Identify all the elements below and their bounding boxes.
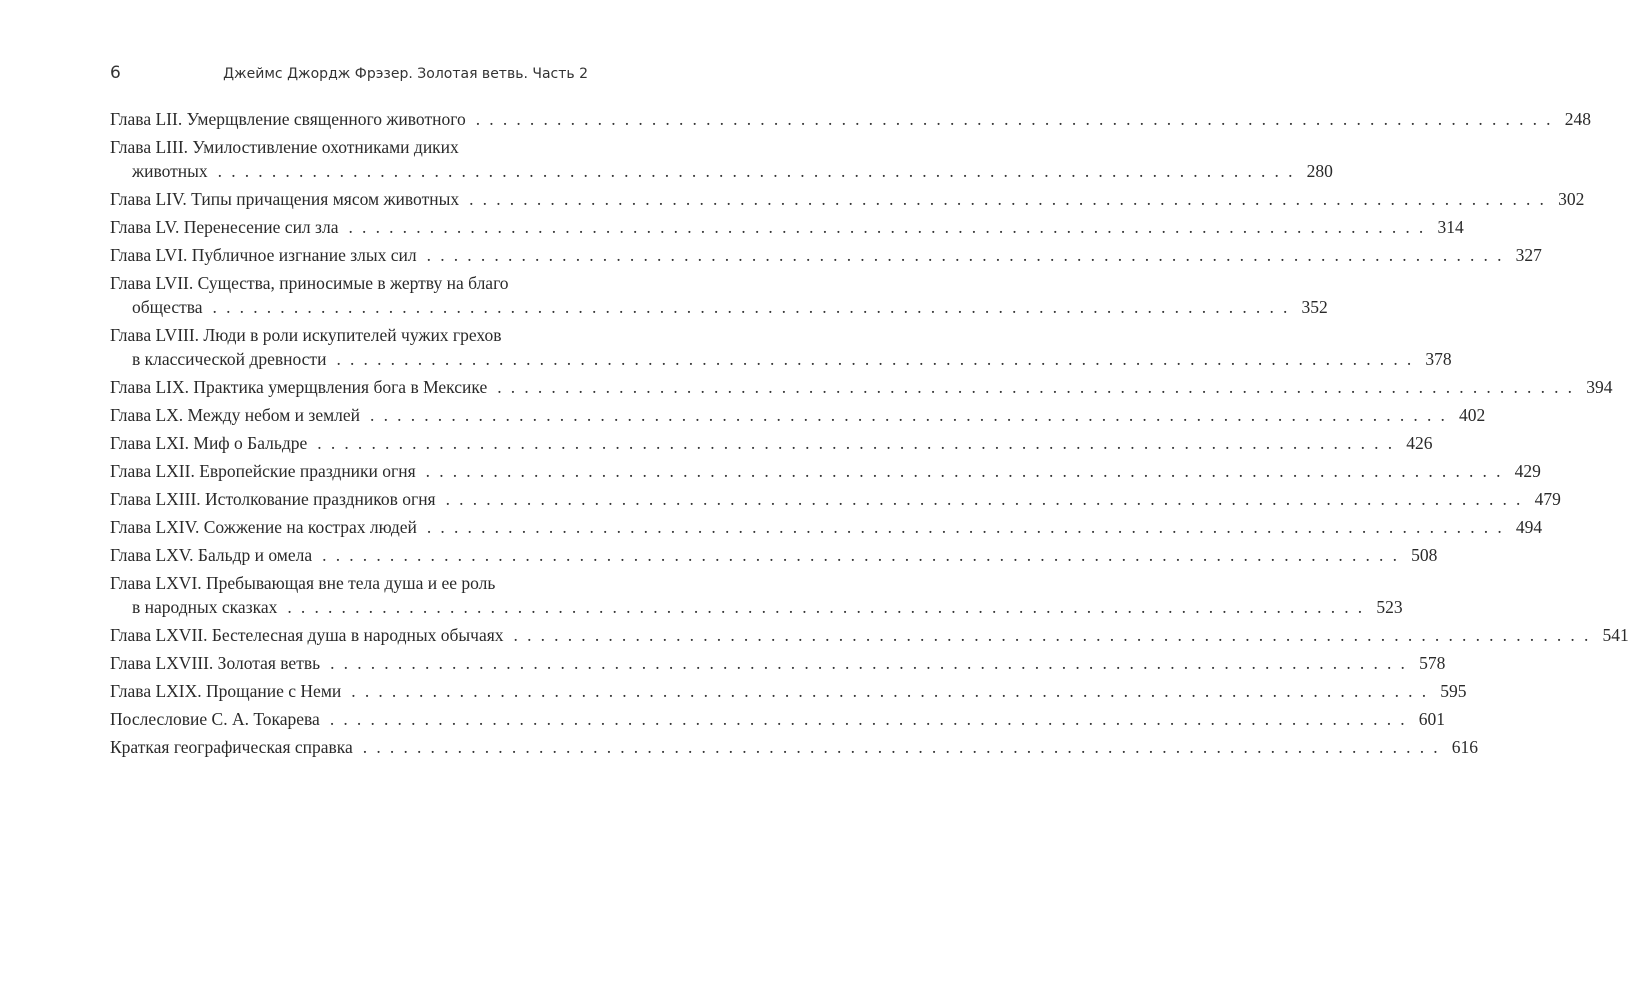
toc-entry bbox=[110, 543, 1438, 567]
table-of-contents bbox=[110, 107, 1629, 763]
toc-entry-title: Глава LXV. Бальдр и омела bbox=[110, 545, 313, 565]
toc-entry bbox=[110, 487, 1561, 511]
toc-entry-line bbox=[110, 323, 588, 347]
toc-page-number: 523 bbox=[1376, 597, 1403, 617]
toc-entry-line bbox=[110, 595, 1403, 619]
toc-page-number: 494 bbox=[1515, 517, 1543, 537]
toc-entry-line bbox=[110, 707, 1446, 731]
toc-entry-line bbox=[110, 271, 588, 295]
toc-entry bbox=[110, 707, 1446, 731]
toc-page-number: 601 bbox=[1418, 709, 1446, 729]
toc-entry-title: Глава LXIII. Истолкование праздников огня bbox=[110, 489, 436, 509]
toc-entry-title: Глава LXVI. Пребывающая вне тела душа и ее роль bbox=[110, 573, 496, 593]
toc-entry-line bbox=[110, 571, 588, 595]
toc-entry-line bbox=[110, 623, 1629, 647]
toc-entry-line bbox=[110, 347, 1452, 371]
toc-entry-line bbox=[110, 679, 1467, 703]
toc-entry-title: Глава LXVII. Бестелесная душа в народных обычаях bbox=[110, 625, 504, 645]
toc-entry-line bbox=[110, 243, 1542, 267]
page-number: 6 bbox=[110, 63, 121, 83]
toc-entry-title: Глава LII. Умерщвление священного животного bbox=[110, 109, 466, 129]
dot-leader: . . . . . . . . . . . . . . . . . . . . . . . . . . . . . . . . . . . . . . . . . . . . . . . . . . . . . . . . . . . . . . . . . . . . . . . . . . . . . . . . bbox=[445, 489, 1523, 509]
toc-entry bbox=[110, 375, 1613, 399]
toc-entry bbox=[110, 215, 1464, 239]
toc-entry-title: в классической древности bbox=[132, 349, 327, 369]
toc-entry bbox=[110, 571, 1403, 619]
toc-entry bbox=[110, 271, 1328, 319]
toc-entry bbox=[110, 323, 1452, 371]
toc-page-number: 327 bbox=[1515, 245, 1542, 265]
toc-entry-line bbox=[110, 159, 1333, 183]
toc-entry-title: Глава LVII. Существа, приносимые в жертву на благо bbox=[110, 273, 509, 293]
toc-entry-line bbox=[110, 135, 588, 159]
toc-entry bbox=[110, 735, 1479, 759]
dot-leader: . . . . . . . . . . . . . . . . . . . . . . . . . . . . . . . . . . . . . . . . . . . . . . . . . . . . . . . . . . . . . . . . . . . . . . . . . . . . . . . . bbox=[426, 517, 1505, 537]
dot-leader: . . . . . . . . . . . . . . . . . . . . . . . . . . . . . . . . . . . . . . . . . . . . . . . . . . . . . . . . . . . . . . . . . . . . . . . . . . . . . . . . bbox=[426, 245, 1504, 265]
toc-entry-title: Глава LIV. Типы причащения мясом животных bbox=[110, 189, 460, 209]
toc-entry bbox=[110, 187, 1585, 211]
toc-entry bbox=[110, 459, 1541, 483]
dot-leader: . . . . . . . . . . . . . . . . . . . . . . . . . . . . . . . . . . . . . . . . . . . . . . . . . . . . . . . . . . . . . . . . . . . . . . . . . . . . . . . . bbox=[475, 109, 1553, 129]
toc-entry-title: Глава LXVIII. Золотая ветвь bbox=[110, 653, 321, 673]
toc-entry bbox=[110, 135, 1333, 183]
toc-page-number: 314 bbox=[1437, 217, 1464, 237]
dot-leader: . . . . . . . . . . . . . . . . . . . . . . . . . . . . . . . . . . . . . . . . . . . . . . . . . . . . . . . . . . . . . . . . . . . . . . . . . . . . . . . . bbox=[317, 433, 1395, 453]
dot-leader: . . . . . . . . . . . . . . . . . . . . . . . . . . . . . . . . . . . . . . . . . . . . . . . . . . . . . . . . . . . . . . . . . . . . . . . . . . . . . . . . bbox=[287, 597, 1365, 617]
toc-page-number: 302 bbox=[1558, 189, 1585, 209]
toc-entry bbox=[110, 403, 1486, 427]
dot-leader: . . . . . . . . . . . . . . . . . . . . . . . . . . . . . . . . . . . . . . . . . . . . . . . . . . . . . . . . . . . . . . . . . . . . . . . . . . . . . . . . bbox=[322, 545, 1400, 565]
dot-leader: . . . . . . . . . . . . . . . . . . . . . . . . . . . . . . . . . . . . . . . . . . . . . . . . . . . . . . . . . . . . . . . . . . . . . . . . . . . . . . . . bbox=[329, 709, 1408, 729]
toc-entry-title: Глава LIII. Умилостивление охотниками диких bbox=[110, 137, 459, 157]
toc-entry-title: Глава LXIX. Прощание с Неми bbox=[110, 681, 342, 701]
toc-page-number: 616 bbox=[1451, 737, 1479, 757]
toc-entry-line bbox=[110, 375, 1613, 399]
toc-entry-title: животных bbox=[132, 161, 208, 181]
toc-page-number: 595 bbox=[1440, 681, 1467, 701]
toc-entry-line bbox=[110, 459, 1541, 483]
toc-entry-line bbox=[110, 107, 1591, 131]
toc-page-number: 578 bbox=[1419, 653, 1446, 673]
toc-entry-title: Глава LXII. Европейские праздники огня bbox=[110, 461, 416, 481]
dot-leader: . . . . . . . . . . . . . . . . . . . . . . . . . . . . . . . . . . . . . . . . . . . . . . . . . . . . . . . . . . . . . . . . . . . . . . . . . . . . . . . . bbox=[370, 405, 1448, 425]
dot-leader: . . . . . . . . . . . . . . . . . . . . . . . . . . . . . . . . . . . . . . . . . . . . . . . . . . . . . . . . . . . . . . . . . . . . . . . . . . . . . . . . bbox=[351, 681, 1429, 701]
toc-page-number: 429 bbox=[1514, 461, 1541, 481]
toc-entry bbox=[110, 679, 1467, 703]
dot-leader: . . . . . . . . . . . . . . . . . . . . . . . . . . . . . . . . . . . . . . . . . . . . . . . . . . . . . . . . . . . . . . . . . . . . . . . . . . . . . . . . bbox=[513, 625, 1591, 645]
toc-entry bbox=[110, 515, 1543, 539]
toc-entry-line bbox=[110, 187, 1585, 211]
dot-leader: . . . . . . . . . . . . . . . . . . . . . . . . . . . . . . . . . . . . . . . . . . . . . . . . . . . . . . . . . . . . . . . . . . . . . . . . . . . . . . . . bbox=[217, 161, 1295, 181]
toc-entry-title: Глава LIX. Практика умерщвления бога в Мексике bbox=[110, 377, 488, 397]
toc-entry-title: общества bbox=[132, 297, 203, 317]
toc-entry bbox=[110, 107, 1591, 131]
toc-entry-title: Послесловие С. А. Токарева bbox=[110, 709, 320, 729]
toc-entry-title: Краткая географическая справка bbox=[110, 737, 353, 757]
toc-entry-line bbox=[110, 431, 1433, 455]
dot-leader: . . . . . . . . . . . . . . . . . . . . . . . . . . . . . . . . . . . . . . . . . . . . . . . . . . . . . . . . . . . . . . . . . . . . . . . . . . . . . . . . bbox=[212, 297, 1290, 317]
toc-entry-title: Глава LX. Между небом и землей bbox=[110, 405, 361, 425]
toc-entry bbox=[110, 243, 1542, 267]
toc-entry-line bbox=[110, 735, 1479, 759]
dot-leader: . . . . . . . . . . . . . . . . . . . . . . . . . . . . . . . . . . . . . . . . . . . . . . . . . . . . . . . . . . . . . . . . . . . . . . . . . . . . . . . . bbox=[362, 737, 1441, 757]
toc-entry-title: Глава LXIV. Сожжение на кострах людей bbox=[110, 517, 417, 537]
toc-page-number: 402 bbox=[1459, 405, 1486, 425]
running-header bbox=[110, 63, 588, 83]
toc-entry-title: Глава LVIII. Люди в роли искупителей чужих грехов bbox=[110, 325, 502, 345]
toc-page-number: 280 bbox=[1306, 161, 1333, 181]
toc-entry-line bbox=[110, 651, 1446, 675]
toc-page-number: 508 bbox=[1411, 545, 1438, 565]
toc-entry-line bbox=[110, 543, 1438, 567]
toc-entry-title: Глава LVI. Публичное изгнание злых сил bbox=[110, 245, 417, 265]
running-title: Джеймс Джордж Фрэзер. Золотая ветвь. Часть 2 bbox=[223, 66, 588, 82]
dot-leader: . . . . . . . . . . . . . . . . . . . . . . . . . . . . . . . . . . . . . . . . . . . . . . . . . . . . . . . . . . . . . . . . . . . . . . . . . . . . . . . . bbox=[497, 377, 1575, 397]
toc-page-number: 426 bbox=[1406, 433, 1433, 453]
toc-page-number: 352 bbox=[1301, 297, 1328, 317]
toc-entry-line bbox=[110, 295, 1328, 319]
toc-page-number: 248 bbox=[1564, 109, 1591, 129]
dot-leader: . . . . . . . . . . . . . . . . . . . . . . . . . . . . . . . . . . . . . . . . . . . . . . . . . . . . . . . . . . . . . . . . . . . . . . . . . . . . . . . . bbox=[425, 461, 1503, 481]
toc-entry-title: Глава LV. Перенесение сил зла bbox=[110, 217, 339, 237]
dot-leader: . . . . . . . . . . . . . . . . . . . . . . . . . . . . . . . . . . . . . . . . . . . . . . . . . . . . . . . . . . . . . . . . . . . . . . . . . . . . . . . . bbox=[469, 189, 1547, 209]
toc-entry bbox=[110, 431, 1433, 455]
dot-leader: . . . . . . . . . . . . . . . . . . . . . . . . . . . . . . . . . . . . . . . . . . . . . . . . . . . . . . . . . . . . . . . . . . . . . . . . . . . . . . . . bbox=[336, 349, 1414, 369]
toc-entry-line bbox=[110, 403, 1486, 427]
toc-entry bbox=[110, 651, 1446, 675]
toc-entry-line bbox=[110, 515, 1543, 539]
toc-page-number: 394 bbox=[1586, 377, 1613, 397]
toc-page-number: 378 bbox=[1425, 349, 1452, 369]
toc-entry-title: Глава LXI. Миф о Бальдре bbox=[110, 433, 308, 453]
dot-leader: . . . . . . . . . . . . . . . . . . . . . . . . . . . . . . . . . . . . . . . . . . . . . . . . . . . . . . . . . . . . . . . . . . . . . . . . . . . . . . . . bbox=[348, 217, 1426, 237]
dot-leader: . . . . . . . . . . . . . . . . . . . . . . . . . . . . . . . . . . . . . . . . . . . . . . . . . . . . . . . . . . . . . . . . . . . . . . . . . . . . . . . . bbox=[330, 653, 1408, 673]
toc-entry-line bbox=[110, 215, 1464, 239]
toc-entry bbox=[110, 623, 1629, 647]
toc-page-number: 479 bbox=[1534, 489, 1561, 509]
toc-entry-line bbox=[110, 487, 1561, 511]
toc-page-number: 541 bbox=[1602, 625, 1629, 645]
toc-entry-title: в народных сказках bbox=[132, 597, 278, 617]
